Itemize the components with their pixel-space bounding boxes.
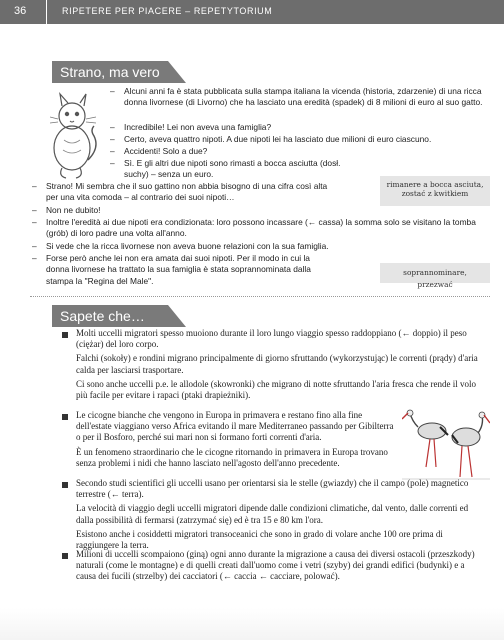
cat-illustration <box>50 88 100 180</box>
storks-illustration <box>402 405 490 485</box>
section-title-strano: Strano, ma vero <box>52 61 168 83</box>
dialogue-line: – Incredibile! Lei non aveva una famiglia? <box>110 122 272 132</box>
bullet-square <box>62 414 68 420</box>
list-item: Molti uccelli migratori spesso muoiono durante il loro lungo viaggio spesso raddoppiano (← doppio) il peso (ciężar) del loro corpo. Falchi (sokoły) e rondini migrano principalmente di giorno sfruttando (wykorzystując) le correnti (prądy) d'aria calda per lasciarsi trasportare. Ci sono anche uccelli p.e. le allodole (skowronki) che migrano di notte sfruttando l'aria fresca che rende il volo più facile per evitare i rapaci (ptaki drapieżniki). <box>76 328 478 401</box>
dialogue-line: – Certo, aveva quattro nipoti. A due nipoti lei ha lasciato due milioni di euro ciascuno. <box>110 134 432 144</box>
dialogue-line: – Alcuni anni fa è stata pubblicata sulla stampa italiana la vicenda (historia, zdarzenie) di una ricca donna livornese (di Livorno) che ha lasciato una eredità (spadek) di 8 milioni di euro al suo gatto. <box>110 86 483 108</box>
list-item: Le cicogne bianche che vengono in Europa in primavera e restano fino alla fine dell'estate viaggiano verso Africa evitando il mare Mediterraneo passando per Gibilterra o per il Bosforo, perché sui mari non si formano forti correnti d'aria. È un fenomeno straordinario che le cicogne ritornando in primavera in Europa trovano senza problemi i nidi che hanno lasciato nell'agosto dell'anno precedente. <box>76 410 394 468</box>
dialogue-line: – Accidenti! Solo a due? <box>110 146 208 156</box>
bullet-square <box>62 482 68 488</box>
page-number: 36 <box>14 5 27 17</box>
dialogue-line: – Inoltre l'eredità ai due nipoti era condizionata: loro possono incassare (← cassa) la somma solo se visitano la tomba (grób) di loro padre una volta all'anno. <box>32 217 476 239</box>
dialogue-line: – Sì. E gli altri due nipoti sono rimasti a bocca asciutta (dosł. suchy) – senza un euro. <box>110 158 341 180</box>
vocab-note: rimanere a bocca asciuta, zostać z kwitkiem <box>380 176 490 206</box>
section-title-sapete: Sapete che… <box>52 305 168 327</box>
running-title: RIPETERE PER PIACERE – REPETYTORIUM <box>62 6 273 16</box>
dialogue-line: – Si vede che la ricca livornese non aveva buone relazioni con la sua famiglia. <box>32 241 329 251</box>
list-item: Milioni di uccelli scompaiono (giną) ogni anno durante la migrazione a causa dei diversi ostacoli (przeszkody) naturali (come le montagne) e di quelli creati dall'uomo come i vetri (szyby) dei grandi edifici (budynki) e a causa dei fucili (strzelby) dei cacciatori (← caccia ← cacciare, polować). <box>76 549 475 582</box>
header-divider <box>46 0 47 24</box>
page-bottom-shade <box>0 608 504 640</box>
dialogue-line: – Non ne dubito! <box>32 205 101 215</box>
dialogue-line: – Strano! Mi sembra che il suo gattino non abbia bisogno di una cifra così alta per una vita comoda – al contrario dei suoi nipoti… <box>32 181 328 203</box>
bullet-square <box>62 553 68 559</box>
vocab-note: soprannominare, przezwać <box>380 263 490 283</box>
section-divider <box>30 296 490 297</box>
bullet-square <box>62 332 68 338</box>
dialogue-line: – Forse però anche lei non era amata dai suoi nipoti. Per il modo in cui la donna livornese ha trattato la sua famiglia è stata soprannominata dalla stampa la "Regina del Male". <box>32 253 311 286</box>
list-item: Secondo studi scientifici gli uccelli usano per orientarsi sia le stelle (gwiazdy) che il campo (pole) magnetico terrestre (← terra). La velocità di viaggio degli uccelli migratori dipende dalle condizioni climatiche, dal vento, dalle correnti ed dalla possibilità di fermarsi (zatrzymać się) ed è tra 15 e 80 km l'ora. Esistono anche i cosiddetti migratori transoceanici che sono in grado di volare anche 100 ore prima di raggiungere la terra. <box>76 478 469 551</box>
